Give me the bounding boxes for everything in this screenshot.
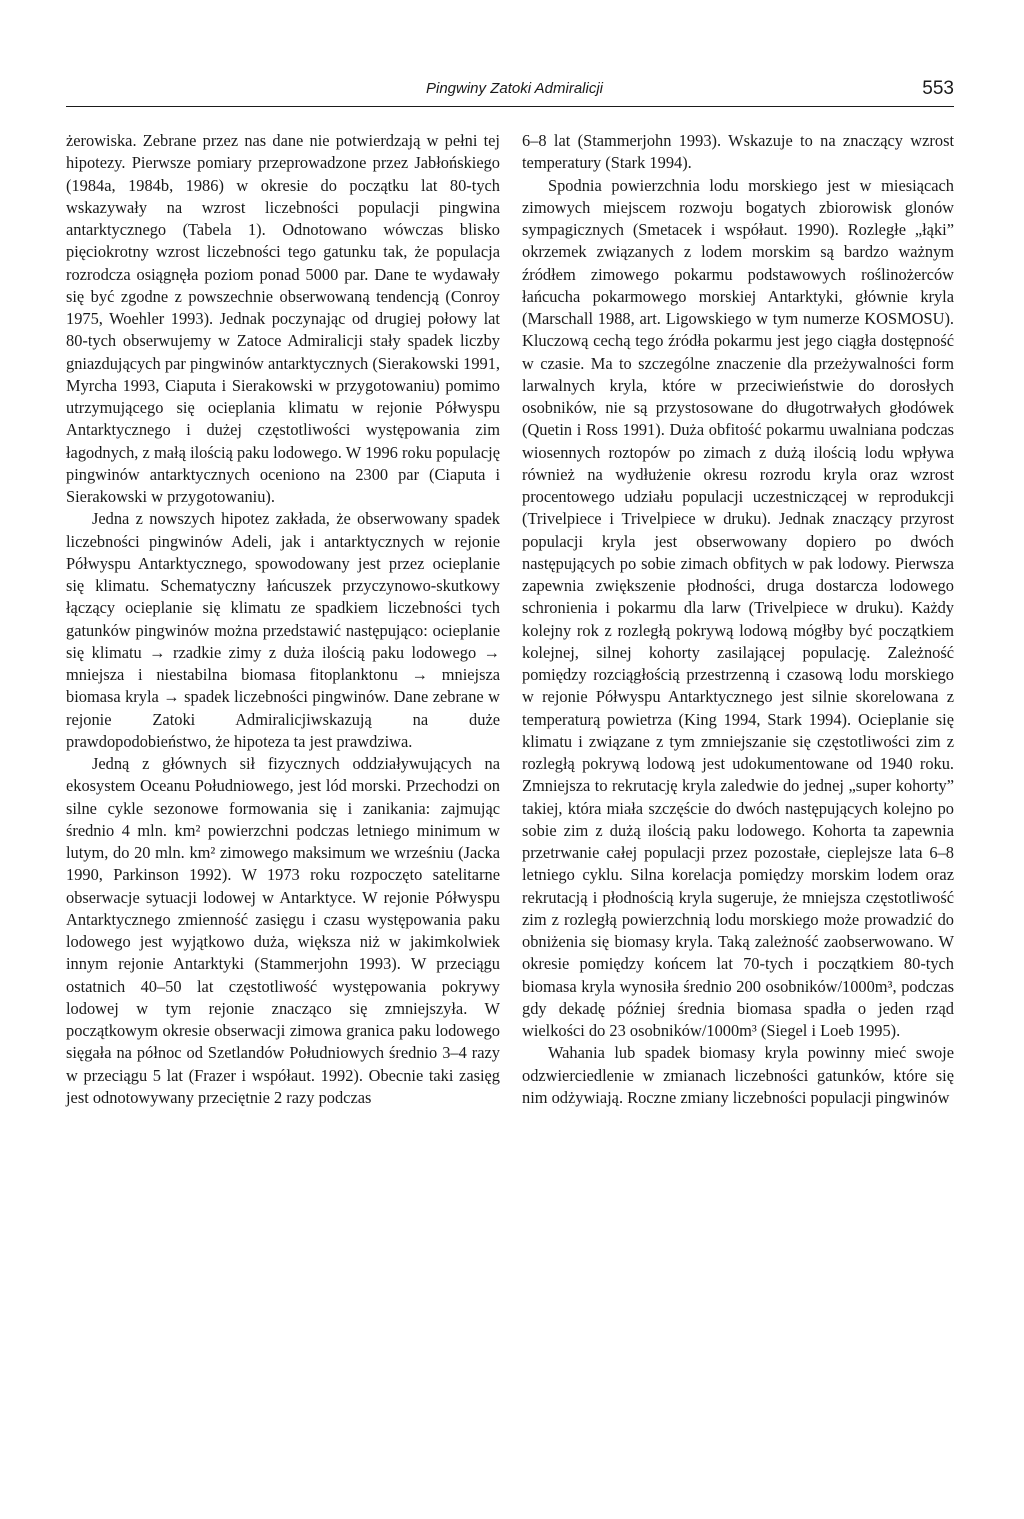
paragraph: Spodnia powierzchnia lodu morskiego jest w miesiącach zimowych miejscem rozwoju bogatych zbiorowisk glonów sympagicznych (Smetacek i współaut. 1990). Rozległe „łąki” okrzemek związanych z lodem morskim są bardzo ważnym źródłem zimowego pokarmu podstawowych roślinożerców łańcucha pokarmowego morskiej Antarktyki, głównie kryla (Marschall 1988, art. Ligowskiego w tym numerze KOSMOSU). Kluczową cechą tego źródła pokarmu jest jego ciągła dostępność w czasie. Ma to szczególne znaczenie dla przeżywalności form larwalnych kryla, które w przeciwieństwie do dorosłych osobników, nie są przystosowane do długotrwałych głodówek (Quetin i Ross 1991). Duża obfitość pokarmu uwalniana podczas wiosennych roztopów po zimach z dużą ilością lodu wpływa również na wydłużenie okresu rozrodu kryla oraz wzrost procentowego udziału populacji uczestniczącej w reprodukcji (Trivelpiece i Trivelpiece w druku). Jednak znaczący przyrost populacji kryla jest obserwowany dopiero po dwóch następujących po sobie zimach obfitych w pak lodowy. Pierwsza zapewnia zwiększenie płodności, druga dostarcza lodowego schronienia i pokarmu dla larw (Trivelpiece w druku). Każdy kolejny rok z rozległą pokrywą lodową mógłby być początkiem kolejnej, silnej kohorty zasilającej populację. Zależność pomiędzy rozciągłością przestrzenną i czasową lodu morskiego w rejonie Półwyspu Antarktycznego jest silnie skorelowana z temperaturą powietrza (King 1994, Stark 1994). Ocieplanie się klimatu i związane z tym zmniejszanie się częstotliwości zim z rozległą pokrywą lodową jest udokumentowane od 1940 roku. Zmniejsza to rekrutację kryla zaledwie do jednej „super kohorty” takiej, która miała szczęście do dwóch następujących kolejno po sobie zim z dużą ilością paku lodowego. Kohorta ta zapewnia przetrwanie całej populacji przez pozostałe, cieplejsze lata 6–8 letniego cyklu. Silna korelacja pomiędzy morskim lodem oraz rekrutacją i płodnością kryla sugeruje, że mniejsza częstotliwość zim z rozległą powierzchnią lodu morskiego może prowadzić do obniżenia się biomasy kryla. Taką zależność zaobserwowano. W okresie pomiędzy końcem lat 70-tych i początkiem 80-tych biomasa kryla wynosiła średnio 200 osobników/1000m³, podczas gdy dekadę później średnia biomasa spadła o jeden rząd wielkości do 23 osobników/1000m³ (Siegel i Loeb 1995). bbox=[522, 175, 954, 1040]
right-column bbox=[522, 130, 954, 1109]
page-number: 553 bbox=[922, 78, 954, 99]
paragraph: Jedna z nowszych hipotez zakłada, że obserwowany spadek liczebności pingwinów Adeli, jak i antarktycznych w rejonie Półwyspu Antarktycznego, spowodowany jest przez ocieplanie się klimatu. Schematyczny łańcuszek przyczynowo-skutkowy łączący ocieplanie się klimatu ze spadkiem liczebności tych gatunków pingwinów można przedstawić następująco: ocieplanie się klimatu → rzadkie zimy z duża ilością paku lodowego → mniejsza i niestabilna biomasa fitoplanktonu → mniejsza biomasa kryla → spadek liczebności pingwinów. Dane zebrane w rejonie Zatoki Admiralicjiwskazują na duże prawdopodobieństwo, że hipoteza ta jest prawdziwa. bbox=[66, 509, 500, 751]
paragraph: 6–8 lat (Stammerjohn 1993). Wskazuje to na znaczący wzrost temperatury (Stark 1994). bbox=[522, 131, 954, 173]
paragraph: Wahania lub spadek biomasy kryla powinny mieć swoje odzwierciedlenie w zmianach liczebności gatunków, które się nim odżywiają. Roczne zmiany liczebności populacji pingwinów bbox=[522, 1043, 954, 1107]
paragraph: żerowiska. Zebrane przez nas dane nie potwierdzają w pełni tej hipotezy. Pierwsze pomiary przeprowadzone przez Jabłońskiego (1984a, 1984b, 1986) w okresie do początku lat 80-tych wskazywały na wzrost liczebności populacji pingwina antarktycznego (Tabela 1). Odnotowano wówczas blisko pięciokrotny wzrost liczebności tego gatunku tak, że populacja rozrodcza osiągnęła poziom ponad 5000 par. Dane te wydawały się być zgodne z powszechnie obserwowaną tendencją (Conroy 1975, Woehler 1993). Jednak poczynając od drugiej połowy lat 80-tych obserwujemy w Zatoce Admiralicji stały spadek liczby gniazdujących par pingwinów antarktycznych (Sierakowski 1991, Myrcha 1993, Ciaputa i Sierakowski w przygotowaniu) pomimo utrzymującego się ocieplania klimatu w rejonie Półwyspu Antarktycznego i dużej częstotliwości występowania zim łagodnych, z małą ilością paku lodowego. W 1996 roku populację pingwinów antarktycznych oceniono na 2300 par (Ciaputa i Sierakowski w przygotowaniu). bbox=[66, 131, 500, 506]
paragraph: Jedną z głównych sił fizycznych oddziaływujących na ekosystem Oceanu Południowego, jest lód morski. Przechodzi on silne cykle sezonowe formowania się i zanikania: zajmując średnio 4 mln. km² powierzchni podczas letniego minimum w lutym, do 20 mln. km² zimowego maksimum we wrześniu (Jacka 1990, Parkinson 1992). W 1973 roku rozpoczęto satelitarne obserwacje sytuacji lodowej w Antarktyce. W rejonie Półwyspu Antarktycznego zmienność zasięgu i czasu występowania paku lodowego jest wyjątkowo duża, większa niż w jakimkolwiek innym rejonie Antarktyki (Stammerjohn 1993). W przeciągu ostatnich 40–50 lat częstotliwość występowania pokrywy lodowej w tym rejonie znacząco się zmniejszyła. W początkowym okresie obserwacji zimowa granica paku lodowego sięgała na północ od Szetlandów Południowych średnio 3–4 razy w przeciągu 5 lat (Frazer i współaut. 1992). Obecnie taki zasięg jest odnotowywany przeciętnie 2 razy podczas bbox=[66, 754, 500, 1107]
running-header bbox=[66, 76, 954, 107]
left-column bbox=[66, 130, 500, 1109]
running-title: Pingwiny Zatoki Admiralicji bbox=[426, 80, 603, 97]
